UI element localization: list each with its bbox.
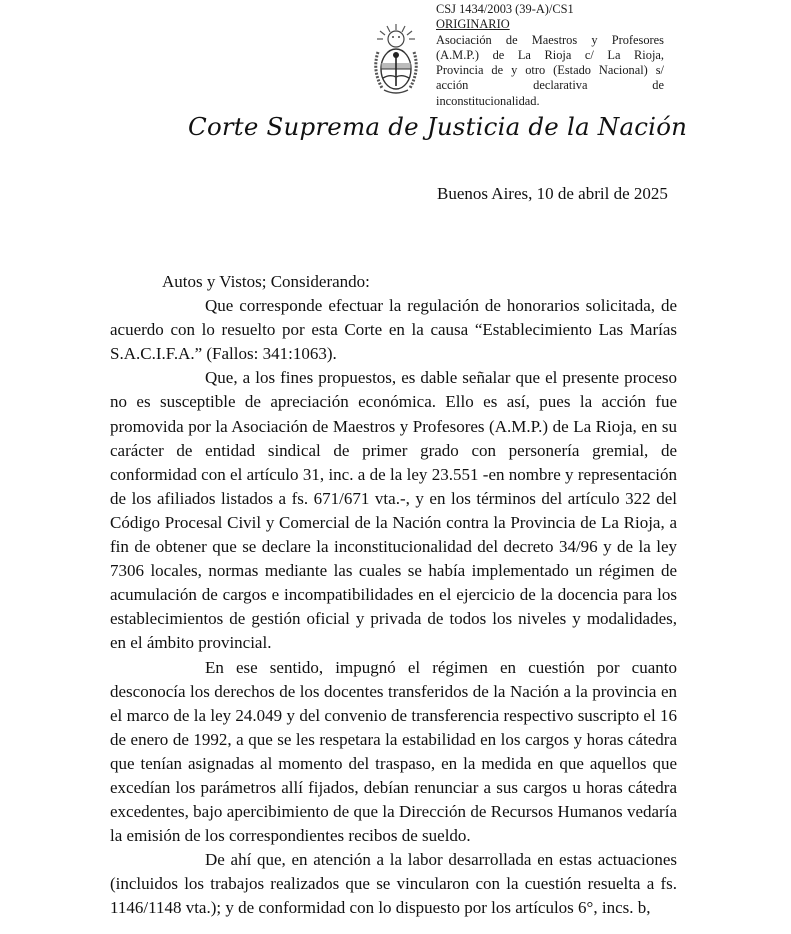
case-title-line: acción declarativa de (436, 78, 664, 93)
paragraph: Que, a los fines propuestos, es dable señalar que el presente proceso no es susceptible de apreciación económica. Ello es así, pues la acción fue promovida por la Asociación de Maestros y Profesores (A.M.P.) de La Rioja, en su carácter de entidad sindical de primer grado con personería gremial, de conformidad con el artículo 31, inc. a de la ley 23.551 -en nombre y representación de los afiliados listados a fs. 671/671 vta.-, y en los términos del artículo 322 del Código Procesal Civil y Comercial de la Nación contra la Provincia de La Rioja, a fin de obtener que se declare la inconstitucionalidad del decreto 34/96 y de la ley 7306 locales, normas mediante las cuales se había implementado un régimen de acumulación de cargos e incompatibilidades en el ejercicio de la docencia para los establecimientos de gestión oficial y privada de todos los niveles y modalidades, en el ámbito provincial. (110, 368, 677, 653)
paragraph: Que corresponde efectuar la regulación de honorarios solicitada, de acuerdo con lo resuelto por esta Corte en la causa “Establecimiento Las Marías S.A.C.I.F.A.” (Fallos: 341:1063). (110, 296, 677, 364)
case-caption (436, 2, 664, 109)
argentine-coat-of-arms-icon (368, 22, 424, 98)
court-name: Corte Suprema de Justicia de la Nación (188, 112, 688, 141)
case-number: CSJ 1434/2003 (39-A)/CS1 (436, 2, 574, 16)
opening-line: Autos y Vistos; Considerando: (162, 272, 370, 291)
case-title-line: Asociación de Maestros y Profesores (436, 32, 664, 47)
case-title-line: Provincia de y otro (Estado Nacional) s/ (436, 63, 664, 78)
case-title-line: inconstitucionalidad. (436, 93, 540, 108)
case-type: ORIGINARIO (436, 17, 510, 32)
date-line: Buenos Aires, 10 de abril de 2025 (437, 184, 668, 203)
paragraph: En ese sentido, impugnó el régimen en cuestión por cuanto desconocía los derechos de los docentes transferidos de la Nación a la provincia en el marco de la ley 24.049 y del convenio de transferencia respectivo suscripto el 16 de enero de 1992, a que se les respetara la estabilidad en los cargos y horas cátedra que tenían asignadas al momento del traspaso, en la medida en que aquellos que excedían los parámetros allí fijados, debían renunciar a sus cargos u horas cátedra excedentes, bajo apercibimiento de que la Dirección de Recursos Humanos vedaría la emisión de los correspondientes recibos de sueldo. (110, 657, 677, 846)
case-title-line: (A.M.P.) de La Rioja c/ La Rioja, (436, 47, 664, 62)
paragraph: De ahí que, en atención a la labor desarrollada en estas actuaciones (incluidos los trabajos realizados que se vincularon con la cuestión resuelta a fs. 1146/1148 vta.); y de conformidad con lo dispuesto por los artículos 6°, incs. b, (110, 850, 677, 918)
resolution-body (110, 270, 677, 921)
